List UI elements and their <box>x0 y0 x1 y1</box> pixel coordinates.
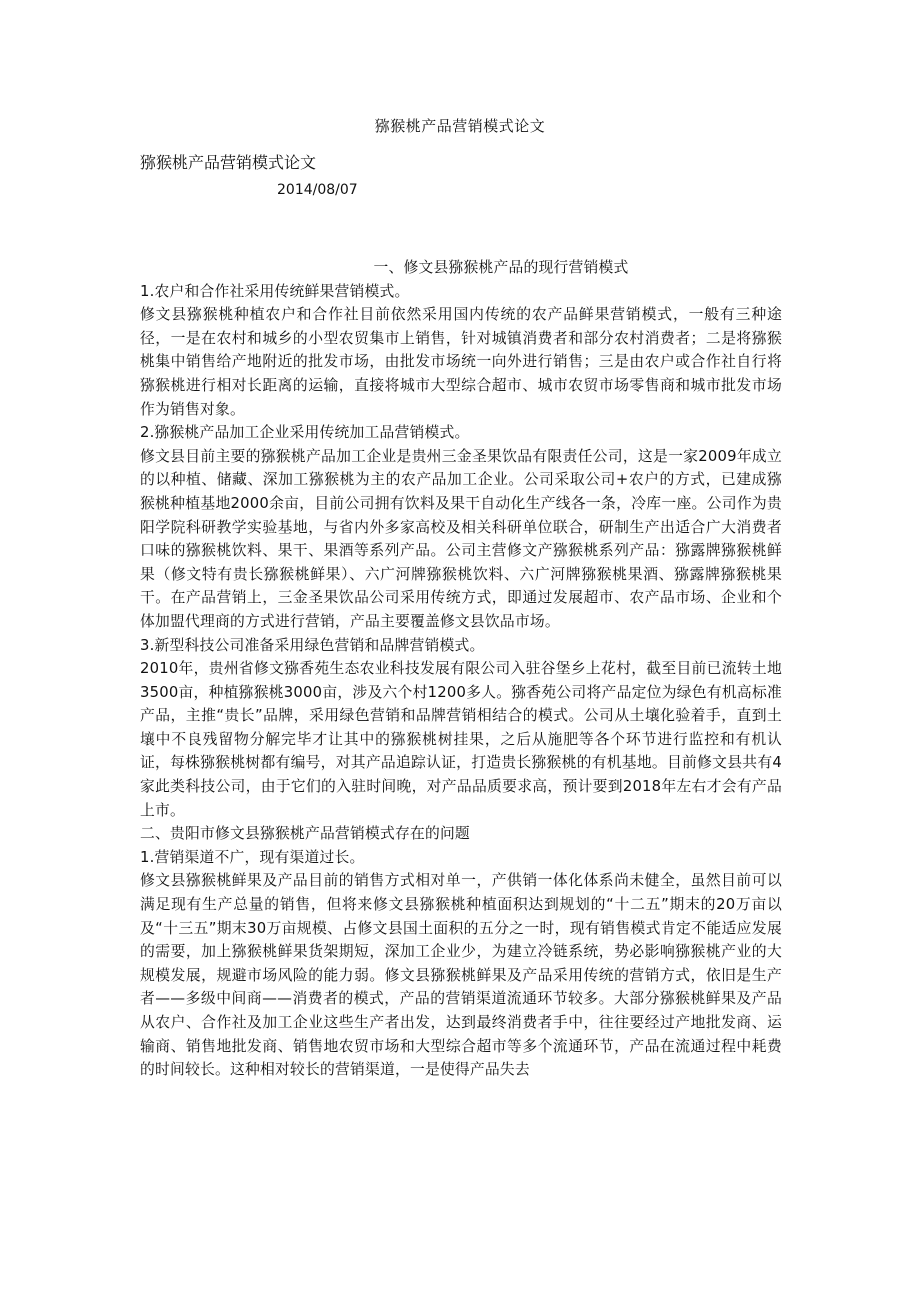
paragraph: 修文县猕猴桃鲜果及产品目前的销售方式相对单一，产供销一体化体系尚未健全，虽然目前可以满足现有生产总量的销售，但将来修文县猕猴桃种植面积达到规划的“十二五”期末的20万亩以及“十三五”期末30万亩规模、占修文县国土面积的五分之一时，现有销售模式肯定不能适应发展的需要，加上猕猴桃鲜果货架期短，深加工企业少，为建立冷链系统，势必影响猕猴桃产业的大规模发展，规避市场风险的能力弱。修文县猕猴桃鲜果及产品采用传统的营销方式，依旧是生产者——多级中间商——消费者的模式，产品的营销渠道流通环节较多。大部分猕猴桃鲜果及产品从农户、合作社及加工企业这些生产者出发，达到最终消费者手中，往往要经过产地批发商、运输商、销售地批发商、销售地农贸市场和大型综合超市等多个流通环节，产品在流通过程中耗费的时间较长。这种相对较长的营销渠道，一是使得产品失去 <box>140 872 782 1079</box>
section-heading: 二、贵阳市修文县猕猴桃产品营销模式存在的问题 <box>140 825 470 843</box>
subsection-heading: 1.营销渠道不广，现有渠道过长。 <box>140 848 365 866</box>
subsection-heading: 2.猕猴桃产品加工企业采用传统加工品营销模式。 <box>140 424 470 442</box>
paragraph: 修文县目前主要的猕猴桃产品加工企业是贵州三金圣果饮品有限责任公司，这是一家2009年成立的以种植、储藏、深加工猕猴桃为主的农产品加工企业。公司采取公司+农户的方式，已建成猕猴桃种植基地2000余亩，目前公司拥有饮料及果干自动化生产线各一条，冷库一座。公司作为贵阳学院科研教学实验基地，与省内外多家高校及相关科研单位联合，研制生产出适合广大消费者口味的猕猴桃饮料、果干、果酒等系列产品。公司主营修文产猕猴桃系列产品：猕露牌猕猴桃鲜果（修文特有贵长猕猴桃鲜果）、六广河牌猕猴桃饮料、六广河牌猕猴桃果酒、猕露牌猕猴桃果干。在产品营销上，三金圣果饮品公司采用传统方式，即通过发展超市、农产品市场、企业和个体加盟代理商的方式进行营销，产品主要覆盖修文县饮品市场。 <box>140 447 782 630</box>
paragraph: 2010年，贵州省修文猕香苑生态农业科技发展有限公司入驻谷堡乡上花村，截至目前已流转土地3500亩，种植猕猴桃3000亩，涉及六个村1200多人。猕香苑公司将产品定位为绿色有机高标准产品，主推“贵长”品牌，采用绿色营销和品牌营销相结合的模式。公司从土壤化验着手，直到土壤中不良残留物分解完毕才让其中的猕猴桃树挂果，之后从施肥等各个环节进行监控和有机认证，每株猕猴桃树都有编号，对其产品追踪认证，打造贵长猕猴桃的有机基地。目前修文县共有4家此类科技公司，由于它们的入驻时间晚，对产品品质要求高，预计要到2018年左右才会有产品上市。 <box>140 660 782 819</box>
document-title: 猕猴桃产品营销模式论文 <box>374 117 546 135</box>
document-date: 2014/08/07 <box>277 182 358 198</box>
document-body <box>140 256 782 1082</box>
paragraph: 修文县猕猴桃种植农户和合作社目前依然采用国内传统的农产品鲜果营销模式，一般有三种途径，一是在农村和城乡的小型农贸集市上销售，针对城镇消费者和部分农村消费者；二是将猕猴桃集中销售给产地附近的批发市场，由批发市场统一向外进行销售；三是由农户或合作社自行将猕猴桃进行相对长距离的运输，直接将城市大型综合超市、城市农贸市场零售商和城市批发市场作为销售对象。 <box>140 306 782 418</box>
document-subtitle: 猕猴桃产品营销模式论文 <box>140 153 317 172</box>
section-heading: 一、修文县猕猴桃产品的现行营销模式 <box>373 259 629 276</box>
subsection-heading: 1.农户和合作社采用传统鲜果营销模式。 <box>140 282 410 300</box>
subsection-heading: 3.新型科技公司准备采用绿色营销和品牌营销模式。 <box>140 636 485 654</box>
